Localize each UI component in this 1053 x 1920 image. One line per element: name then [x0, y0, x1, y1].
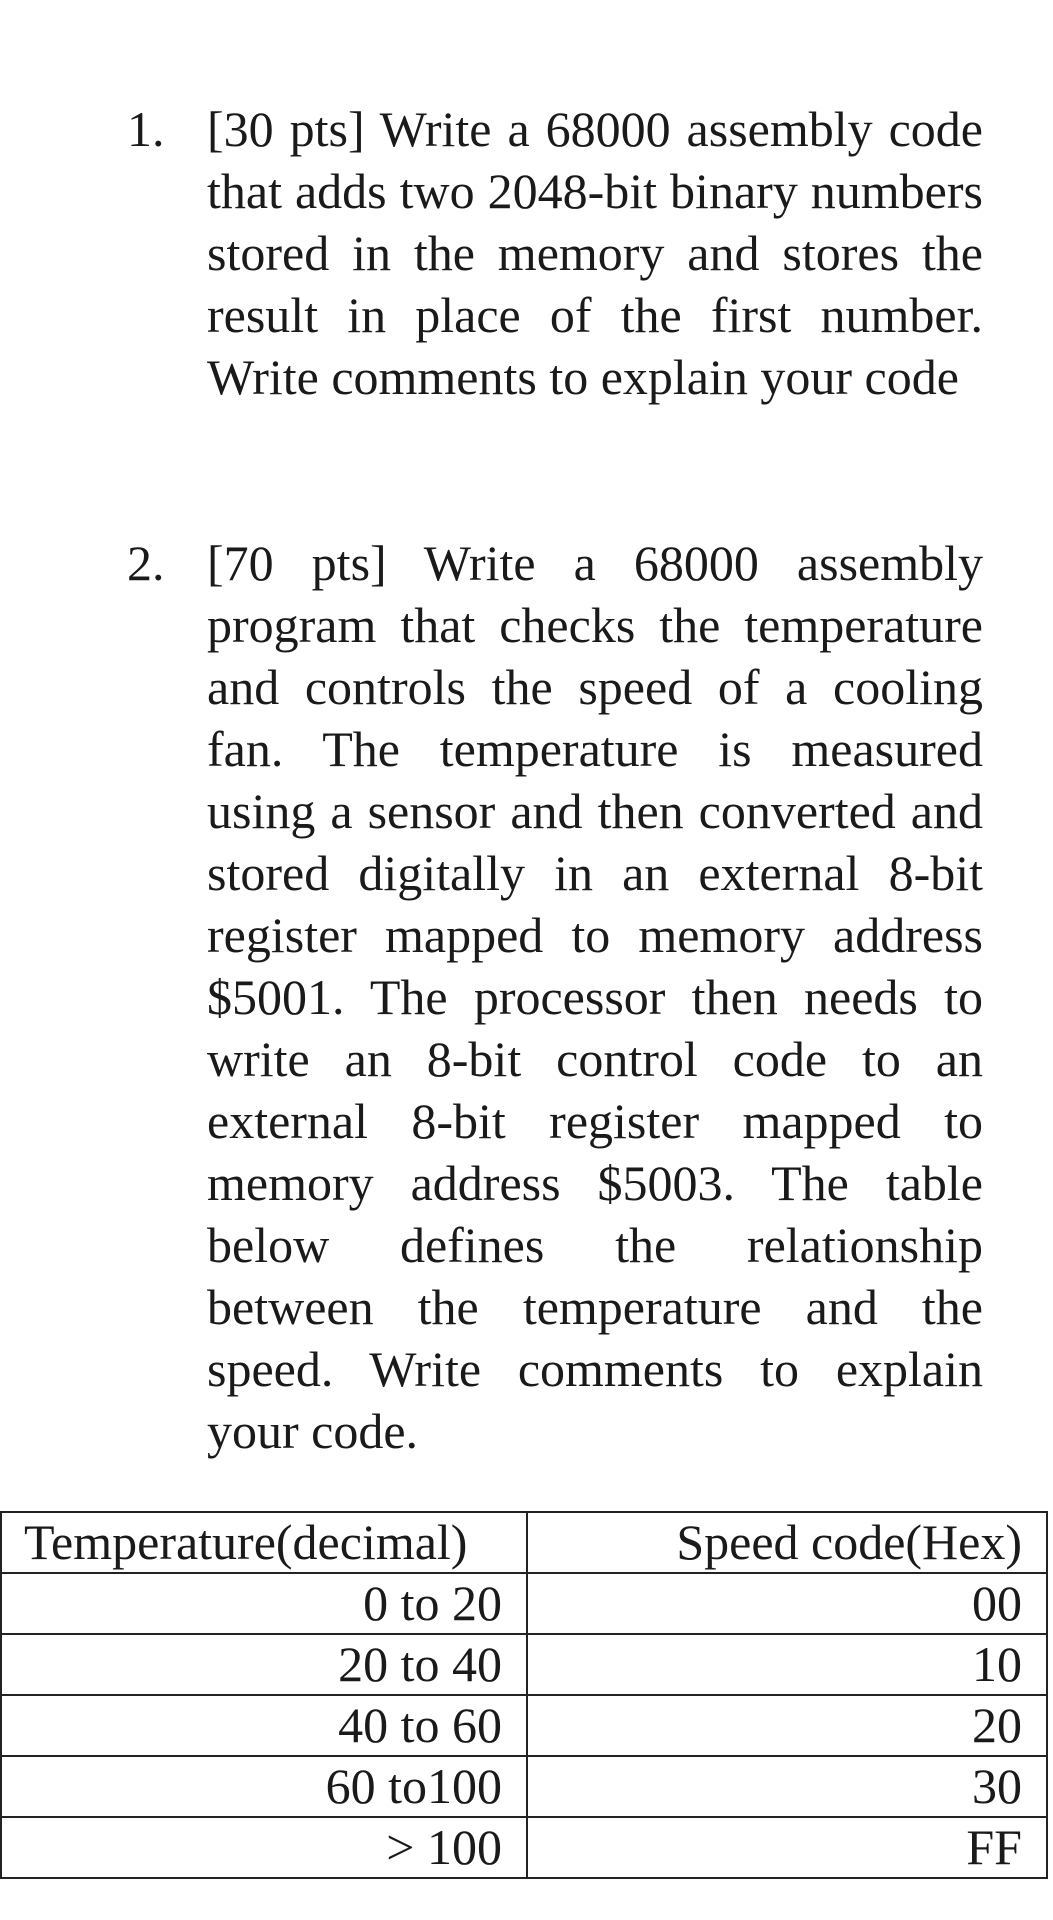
question-number: 2. — [127, 535, 165, 591]
question-text: [30 pts] Write a 68000 assembly code that adds two 2048-bit binary numbers stored in the memory and stores the result in place of the first number. Write comments to explain your code — [207, 101, 983, 405]
temperature-cell: > 100 — [1, 1817, 527, 1878]
table-row — [1, 1756, 1047, 1817]
speed-code-cell: 30 — [527, 1756, 1047, 1817]
table-row — [1, 1573, 1047, 1634]
table-row — [1, 1695, 1047, 1756]
table-row — [1, 1634, 1047, 1695]
table-header-row — [1, 1512, 1047, 1573]
temperature-cell: 20 to 40 — [1, 1634, 527, 1695]
table-row — [1, 1817, 1047, 1878]
temperature-cell: 40 to 60 — [1, 1695, 527, 1756]
speed-code-cell: 10 — [527, 1634, 1047, 1695]
temperature-cell: 0 to 20 — [1, 1573, 527, 1634]
speed-code-cell: FF — [527, 1817, 1047, 1878]
temperature-cell: 60 to100 — [1, 1756, 527, 1817]
header-speed-code: Speed code(Hex) — [527, 1512, 1047, 1573]
temperature-speed-table — [0, 1511, 1048, 1879]
speed-code-cell: 20 — [527, 1695, 1047, 1756]
header-temperature: Temperature(decimal) — [1, 1512, 527, 1573]
question-text: [70 pts] Write a 68000 assembly program that checks the temperature and controls the speed of a cooling fan. The temperature is measured using a sensor and then converted and stored digitally in an external 8-bit register mapped to memory address $5001. The processor then needs to write an 8-bit control code to an external 8-bit register mapped to memory address $5003. The table below defines the relationship between the temperature and the speed. Write comments to explain your code. — [207, 535, 983, 1459]
question-number: 1. — [127, 101, 165, 157]
speed-code-cell: 00 — [527, 1573, 1047, 1634]
